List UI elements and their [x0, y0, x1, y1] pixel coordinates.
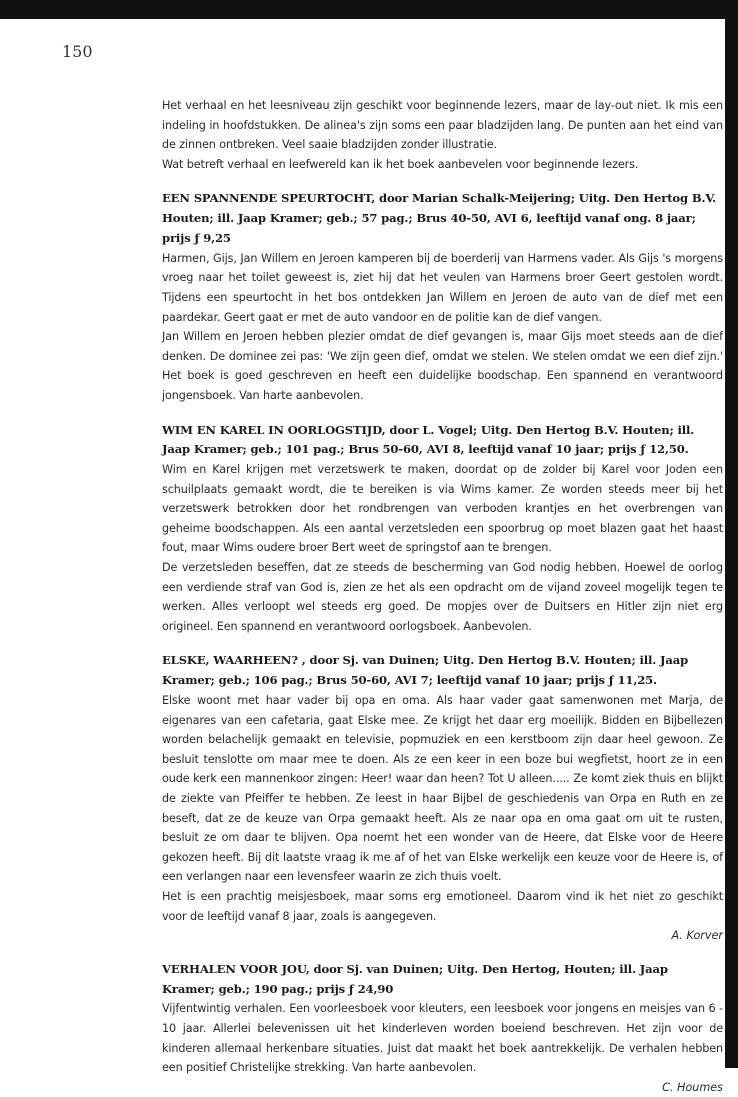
review-paragraph: De verzetsleden beseffen, dat ze steeds de bescherming van God nodig hebben. Hoewel de oorlog een verdiende straf van God is, zien ze het als een opdracht om de vijand zoveel mogelijk tegen te werken. Alles verloopt wel steeds erg goed. De mopjes over de Duitsers en Hitler zijn niet erg origineel. Een spannend en verantwoord oorlogsboek. Aanbevolen. — [162, 561, 723, 633]
review-speurtocht — [162, 189, 723, 405]
review-paragraph: Elske woont met haar vader bij opa en oma. Als haar vader gaat samenwonen met Marja, de eigenares van een cafetaria, gaat Elske mee. Ze krijgt het daar erg moeilijk. Bidden en Bijbellezen worden belachelijk gemaakt en televisie, popmuziek en een kerstboom zijn daar heel gewoon. Ze besluit tenslotte om maar mee te doen. Als ze een keer in een boze bui wegfietst, hoort ze in een oude kerk een mannenkoor zingen: Heer! waar dan heen? Tot U alleen..... Ze komt ziek thuis en blijkt de ziekte van Pfeiffer te hebben. Ze leest in haar Bijbel de geschiedenis van Orpa en Ruth en ze beseft, dat ze de keuze van Orpa gemaakt heeft. Als ze naar opa en oma gaat om uit te rusten, besluit ze om daar te blijven. Opa noemt het een wonder van de Heere, dat Elske voor de Heere gekozen heeft. Bij dit laatste vraag ik me af of het van Elske werkelijk een keuze voor de Heere is, of een verlangen naar een levensfeer waarin ze zich thuis voelt. — [162, 694, 723, 884]
intro-paragraph: Het verhaal en het leesniveau zijn geschikt voor beginnende lezers, maar de lay-out niet. Ik mis een indeling in hoofdstukken. De alinea's zijn soms een paar bladzijden lang. De punten aan het eind van de zinnen ontbreken. Veel saaie bladzijden zonder illustratie. — [162, 99, 723, 152]
review-paragraph: Vijfentwintig verhalen. Een voorleesboek voor kleuters, een leesboek voor jongens en meisjes van 6 - 10 jaar. Allerlei belevenissen uit het kinderleven worden boeiend beschreven. Het zijn voor de kinderen allemaal herkenbare situaties. Juist dat maakt het boek aantrekkelijk. De verhalen hebben een positief Christelijke strekking. Van harte aanbevolen. — [162, 1002, 723, 1075]
reviewer-byline: C. Houmes — [662, 1080, 723, 1094]
scan-top-border — [0, 0, 738, 19]
review-oorlogstijd — [162, 421, 723, 637]
review-paragraph: Het is een prachtig meisjesboek, maar soms erg emotioneel. Daarom vind ik het niet zo geschikt voor de leeftijd vanaf 8 jaar, zoals is aangegeven. — [162, 889, 723, 923]
review-elske — [162, 651, 723, 945]
review-heading: WIM EN KAREL IN OORLOGSTIJD, door L. Vogel; Uitg. Den Hertog B.V. Houten; ill. Jaap Kramer; geb.; 101 pag.; Brus 50-60, AVI 8, leeftijd vanaf 10 jaar; prijs ƒ 12,50. — [162, 422, 695, 457]
review-verhalen — [162, 960, 723, 1097]
intro-section — [162, 96, 723, 174]
review-heading: EEN SPANNENDE SPEURTOCHT, door Marian Schalk-Meijering; Uitg. Den Hertog B.V. Houten; ill. Jaap Kramer; geb.; 57 pag.; Brus 40-50, AVI 6, leeftijd vanaf ong. 8 jaar; prijs ƒ 9,25 — [162, 191, 717, 245]
review-heading: ELSKE, WAARHEEN? , door Sj. van Duinen; Uitg. Den Hertog B.V. Houten; ill. Jaap Kramer; geb.; 106 pag.; Brus 50-60, AVI 7; leeftijd vanaf 10 jaar; prijs ƒ 11,25. — [162, 653, 689, 688]
review-paragraph: Wim en Karel krijgen met verzetswerk te maken, doordat op de zolder bij Karel voor Joden een schuilplaats gemaakt wordt, die te bereiken is via Wims kamer. Ze worden steeds meer bij het verzetswerk betrokken door het rondbrengen van verboden krantjes en het overbrengen van geheime boodschappen. Als een aantal verzetsleden een spoorbrug op moet blazen gaat het haast fout, maar Wims oudere broer Bert weet de springstof aan te brengen. — [162, 463, 723, 555]
reviewer-byline: A. Korver — [671, 929, 723, 943]
review-heading: VERHALEN VOOR JOU, door Sj. van Duinen; Uitg. Den Hertog, Houten; ill. Jaap Kramer; geb.; 190 pag.; prijs ƒ 24,90 — [162, 961, 668, 996]
review-paragraph: Jan Willem en Jeroen hebben plezier omdat de dief gevangen is, maar Gijs moet steeds aan de dief denken. De dominee zei pas: 'We zijn geen dief, omdat we stelen. We stelen omdat we een dief zijn.' Het boek is goed geschreven en heeft een duidelijke boodschap. Een spannend en verantwoord jongensboek. Van harte aanbevolen. — [162, 330, 723, 402]
review-paragraph: Harmen, Gijs, Jan Willem en Jeroen kamperen bij de boerderij van Harmens vader. Als Gijs 's morgens vroeg naar het toilet geweest is, ziet hij dat het veulen van Harmens broer Geert gestolen wordt. Tijdens een speurtocht in het bos ontdekken Jan Willem en Jeroen de auto van de dief met een paardekar. Geert gaat er met de auto vandoor en de politie kan de dief vangen. — [162, 251, 723, 324]
page-body — [162, 96, 723, 1097]
intro-paragraph: Wat betreft verhaal en leefwereld kan ik het boek aanbevelen voor beginnende lezers. — [162, 157, 639, 171]
scan-right-border — [725, 0, 738, 1068]
page-number: 150 — [62, 42, 93, 61]
